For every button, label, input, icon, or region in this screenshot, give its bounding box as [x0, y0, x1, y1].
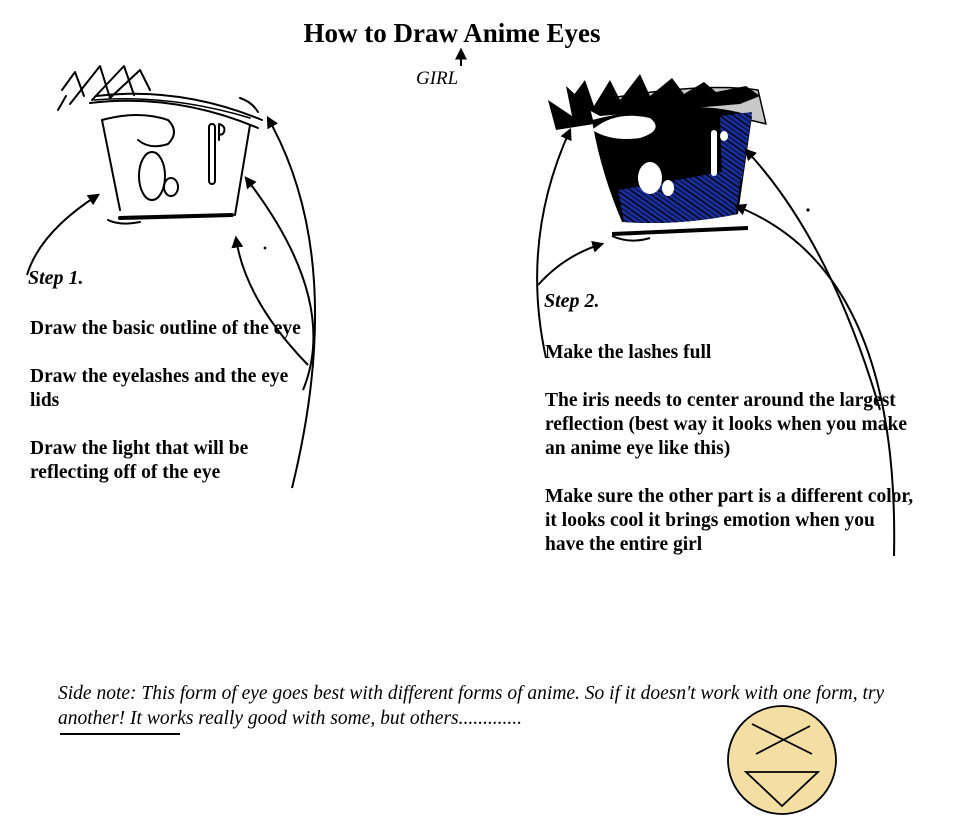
step1-instructions	[30, 317, 320, 509]
step1-instruction: Draw the light that will be reflecting off of the eye	[30, 438, 249, 483]
step2-instruction: The iris needs to center around the largest reflection (best way it looks when you make an anime eye like this)	[545, 390, 907, 459]
step1-instruction: Draw the eyelashes and the eye lids	[30, 366, 289, 411]
step1-instruction: Draw the basic outline of the eye	[30, 318, 301, 339]
step2-heading: Step 2.	[544, 290, 600, 312]
step1-eye-sketch	[58, 66, 262, 224]
step2-eye-drawing	[548, 74, 766, 241]
step2-instruction: Make sure the other part is a different color, it looks cool it brings emotion when you have the entire girl	[545, 486, 914, 555]
step2-instructions	[545, 341, 915, 581]
cut-off-line	[60, 733, 180, 735]
girl-label: GIRL	[416, 68, 459, 89]
page-title: How to Draw Anime Eyes	[303, 18, 601, 48]
step2-instruction: Make the lashes full	[545, 342, 712, 363]
step1-heading: Step 1.	[28, 267, 84, 289]
side-note: Side note: This form of eye goes best with different forms of anime. So if it doesn't work with one form, try another! It works really good with some, but others.............	[58, 683, 885, 729]
